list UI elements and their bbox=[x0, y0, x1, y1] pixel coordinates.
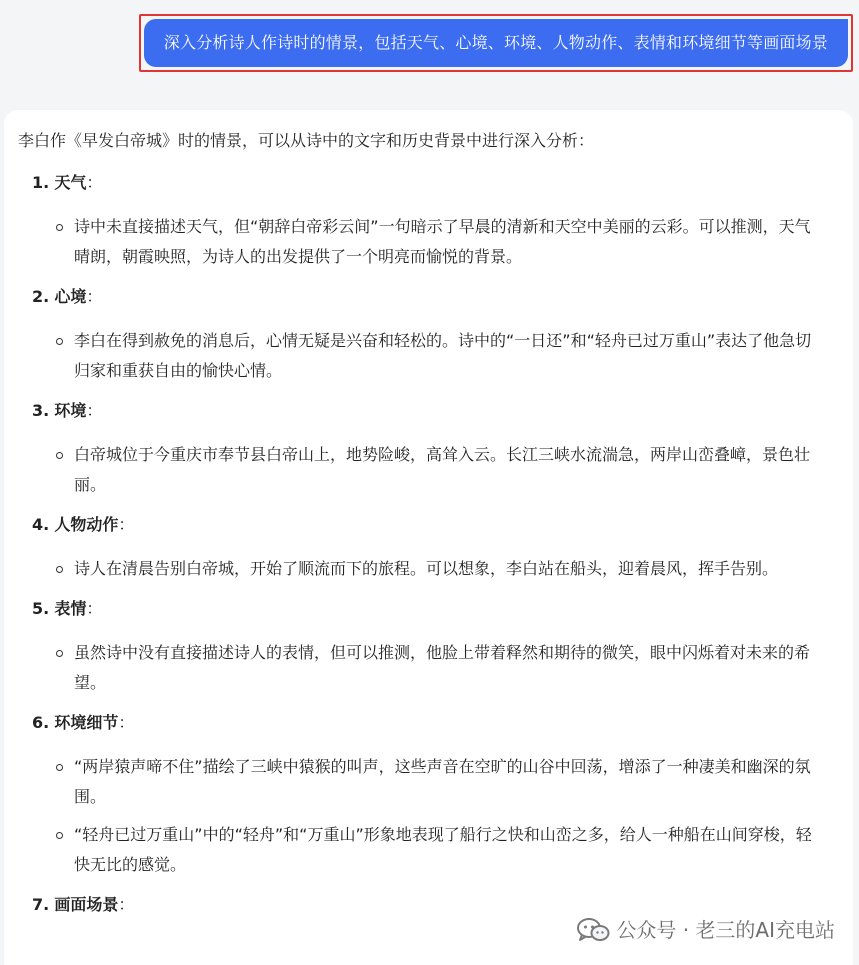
section-colon: ： bbox=[118, 515, 135, 534]
section-colon: ： bbox=[86, 287, 103, 306]
list-item bbox=[18, 440, 839, 500]
section-number: 7. bbox=[32, 895, 50, 914]
watermark-text: 公众号 · 老三的AI充电站 bbox=[616, 918, 835, 942]
section-title: 表情 bbox=[54, 599, 87, 618]
section-title: 人物动作 bbox=[54, 515, 119, 534]
section-heading bbox=[18, 396, 839, 426]
highlight-frame bbox=[139, 14, 853, 72]
bullet-list bbox=[18, 326, 839, 386]
section-heading bbox=[18, 594, 839, 624]
bullet-text: 诗人在清晨告别白帝城，开始了顺流而下的旅程。可以想象，李白站在船头，迎着晨风，挥手告别。 bbox=[74, 559, 779, 578]
section-heading bbox=[18, 282, 839, 312]
bullet-text: 诗中未直接描述天气，但“朝辞白帝彩云间”一句暗示了早晨的清新和天空中美丽的云彩。可以推测，天气晴朗，朝霞映照，为诗人的出发提供了一个明亮而愉悦的背景。 bbox=[74, 217, 811, 266]
list-item bbox=[18, 752, 839, 812]
bullet-circle-icon bbox=[56, 338, 63, 345]
assistant-message bbox=[4, 110, 853, 965]
bullet-circle-icon bbox=[56, 224, 63, 231]
answer-section bbox=[18, 396, 839, 500]
section-title: 心境 bbox=[54, 287, 87, 306]
bullet-text: 李白在得到赦免的消息后，心情无疑是兴奋和轻松的。诗中的“一日还”和“轻舟已过万重山”表达了他急切归家和重获自由的愉快心情。 bbox=[74, 331, 812, 380]
answer-sections bbox=[18, 168, 839, 920]
bullet-circle-icon bbox=[56, 764, 63, 771]
section-heading bbox=[18, 510, 839, 540]
bullet-circle-icon bbox=[56, 452, 63, 459]
answer-section bbox=[18, 594, 839, 698]
user-message-bubble[interactable]: 深入分析诗人作诗时的情景，包括天气、心境、环境、人物动作、表情和环境细节等画面场景 bbox=[144, 19, 848, 67]
list-item bbox=[18, 326, 839, 386]
list-item bbox=[18, 820, 839, 880]
user-message bbox=[139, 14, 853, 72]
section-title: 天气 bbox=[54, 173, 87, 192]
bullet-list bbox=[18, 440, 839, 500]
answer-intro: 李白作《早发白帝城》时的情景，可以从诗中的文字和历史背景中进行深入分析： bbox=[18, 131, 595, 150]
answer-section bbox=[18, 282, 839, 386]
bullet-list bbox=[18, 638, 839, 698]
answer-section bbox=[18, 168, 839, 272]
section-colon: ： bbox=[118, 895, 135, 914]
bullet-text: 白帝城位于今重庆市奉节县白帝山上，地势险峻，高耸入云。长江三峡水流湍急，两岸山峦叠嶂，景色壮丽。 bbox=[74, 445, 811, 494]
list-item bbox=[18, 554, 839, 584]
section-heading bbox=[18, 890, 839, 920]
list-item bbox=[18, 638, 839, 698]
bullet-circle-icon bbox=[56, 650, 63, 657]
bullet-text: “轻舟已过万重山”中的“轻舟”和“万重山”形象地表现了船行之快和山峦之多，给人一种船在山间穿梭，轻快无比的感觉。 bbox=[74, 825, 812, 874]
bullet-list bbox=[18, 212, 839, 272]
section-number: 4. bbox=[32, 515, 50, 534]
section-number: 2. bbox=[32, 287, 50, 306]
section-title: 画面场景 bbox=[54, 895, 119, 914]
section-colon: ： bbox=[86, 173, 103, 192]
answer-section bbox=[18, 890, 839, 920]
bullet-circle-icon bbox=[56, 566, 63, 573]
section-number: 1. bbox=[32, 173, 50, 192]
bullet-text: 虽然诗中没有直接描述诗人的表情，但可以推测，他脸上带着释然和期待的微笑，眼中闪烁着对未来的希望。 bbox=[74, 643, 811, 692]
wechat-icon bbox=[576, 917, 610, 943]
watermark bbox=[576, 917, 835, 943]
bullet-list bbox=[18, 554, 839, 584]
section-title: 环境细节 bbox=[54, 713, 119, 732]
answer-section bbox=[18, 510, 839, 584]
section-colon: ： bbox=[118, 713, 135, 732]
bullet-circle-icon bbox=[56, 832, 63, 839]
section-number: 6. bbox=[32, 713, 50, 732]
section-number: 5. bbox=[32, 599, 50, 618]
section-colon: ： bbox=[86, 599, 103, 618]
section-title: 环境 bbox=[54, 401, 87, 420]
bullet-list bbox=[18, 752, 839, 880]
section-heading bbox=[18, 708, 839, 738]
answer-section bbox=[18, 708, 839, 880]
section-heading bbox=[18, 168, 839, 198]
bullet-text: “两岸猿声啼不住”描绘了三峡中猿猴的叫声，这些声音在空旷的山谷中回荡，增添了一种凄美和幽深的氛围。 bbox=[74, 757, 811, 806]
section-colon: ： bbox=[86, 401, 103, 420]
section-number: 3. bbox=[32, 401, 50, 420]
list-item bbox=[18, 212, 839, 272]
